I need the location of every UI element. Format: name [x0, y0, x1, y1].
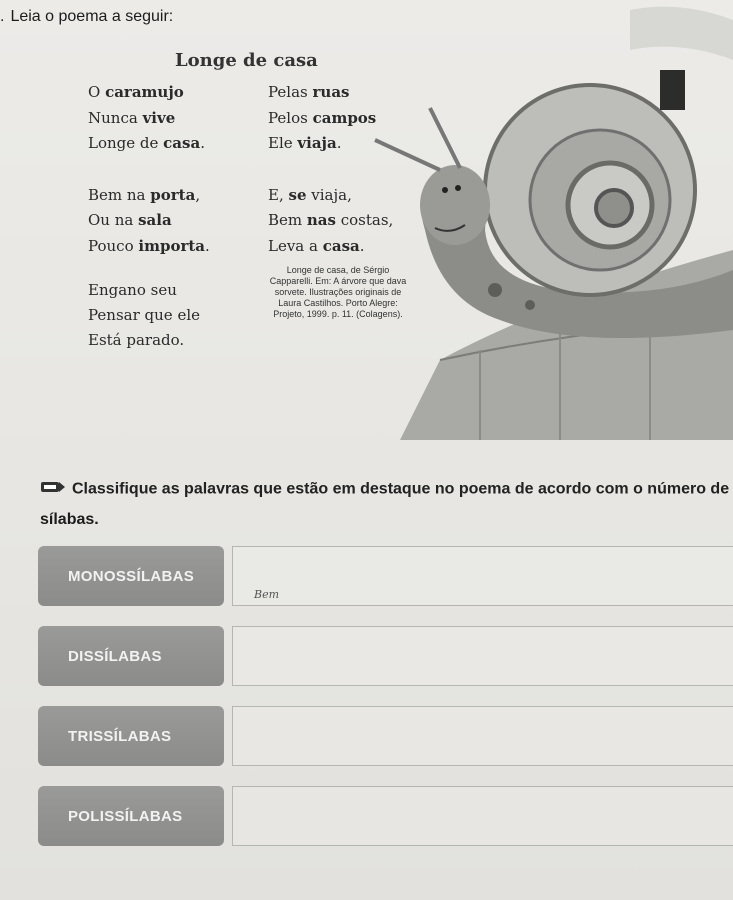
category-trissilabas: [38, 706, 224, 766]
poem-line: [88, 303, 200, 328]
poem-line-text: Bem nas costas,: [268, 211, 394, 229]
answer-field-polissilabas[interactable]: [232, 786, 733, 846]
poem-line: [88, 328, 200, 353]
question-prompt: [40, 480, 729, 499]
poem-left-column: [88, 80, 210, 259]
pencil-icon: [40, 480, 66, 499]
poem-line-text: Ele viaja.: [268, 134, 342, 152]
poem-credit: Longe de casa, de Sérgio Capparelli. Em: A árvore que dava sorvete. Ilustrações originais de Laura Castilhos. Porto Alegre: Projeto, 1999. p. 11. (Colagens).: [269, 265, 407, 319]
category-label: MONOSSÍLABAS: [68, 567, 195, 585]
instruction: [0, 8, 173, 26]
question-text-continued: sílabas.: [40, 511, 99, 528]
poem-line-text: Está parado.: [88, 331, 185, 349]
category-label: DISSÍLABAS: [68, 647, 162, 665]
poem-line-text: O caramujo: [88, 83, 184, 101]
poem-line-text: Pensar que ele: [88, 306, 200, 324]
poem-line-text: Leva a casa.: [268, 236, 365, 255]
poem-line-text: Pouco importa.: [88, 236, 210, 255]
poem-left-column-end: [88, 278, 200, 353]
category-label: TRISSÍLABAS: [68, 727, 172, 745]
answer-field-trissilabas[interactable]: [232, 706, 733, 766]
poem-line-text: Pelos campos: [268, 108, 377, 127]
poem-line-text: Engano seu: [88, 281, 177, 299]
answer-field-monossilabas[interactable]: [232, 546, 733, 606]
poem-line: [88, 278, 200, 303]
poem-line: [88, 208, 210, 234]
handwritten-answer: Bem: [254, 588, 280, 601]
category-dissilabas: [38, 626, 224, 686]
snail-illustration: [330, 0, 733, 440]
answer-field-dissilabas[interactable]: [232, 626, 733, 686]
poem-line-text: Ou na sala: [88, 211, 172, 229]
category-monossilabas: [38, 546, 224, 606]
question-text: Classifique as palavras que estão em destaque no poema de acordo com o número de: [72, 480, 730, 498]
poem-line: [88, 106, 210, 132]
poem-line-text: Bem na porta,: [88, 185, 201, 204]
poem-line: [88, 80, 210, 106]
poem-line-text: Longe de casa.: [88, 134, 205, 152]
poem-title: Longe de casa: [175, 50, 318, 71]
bullet-dot: .: [0, 8, 5, 25]
category-label: POLISSÍLABAS: [68, 807, 183, 825]
poem-line: [88, 131, 210, 157]
instruction-text: Leia o poema a seguir:: [10, 8, 174, 25]
poem-line-text: E, se viaja,: [268, 185, 352, 204]
poem-line-text: Pelas ruas: [268, 83, 350, 101]
category-polissilabas: [38, 786, 224, 846]
poem-line: [88, 183, 210, 209]
poem-line: [88, 234, 210, 260]
poem-line-text: Nunca vive: [88, 108, 176, 127]
